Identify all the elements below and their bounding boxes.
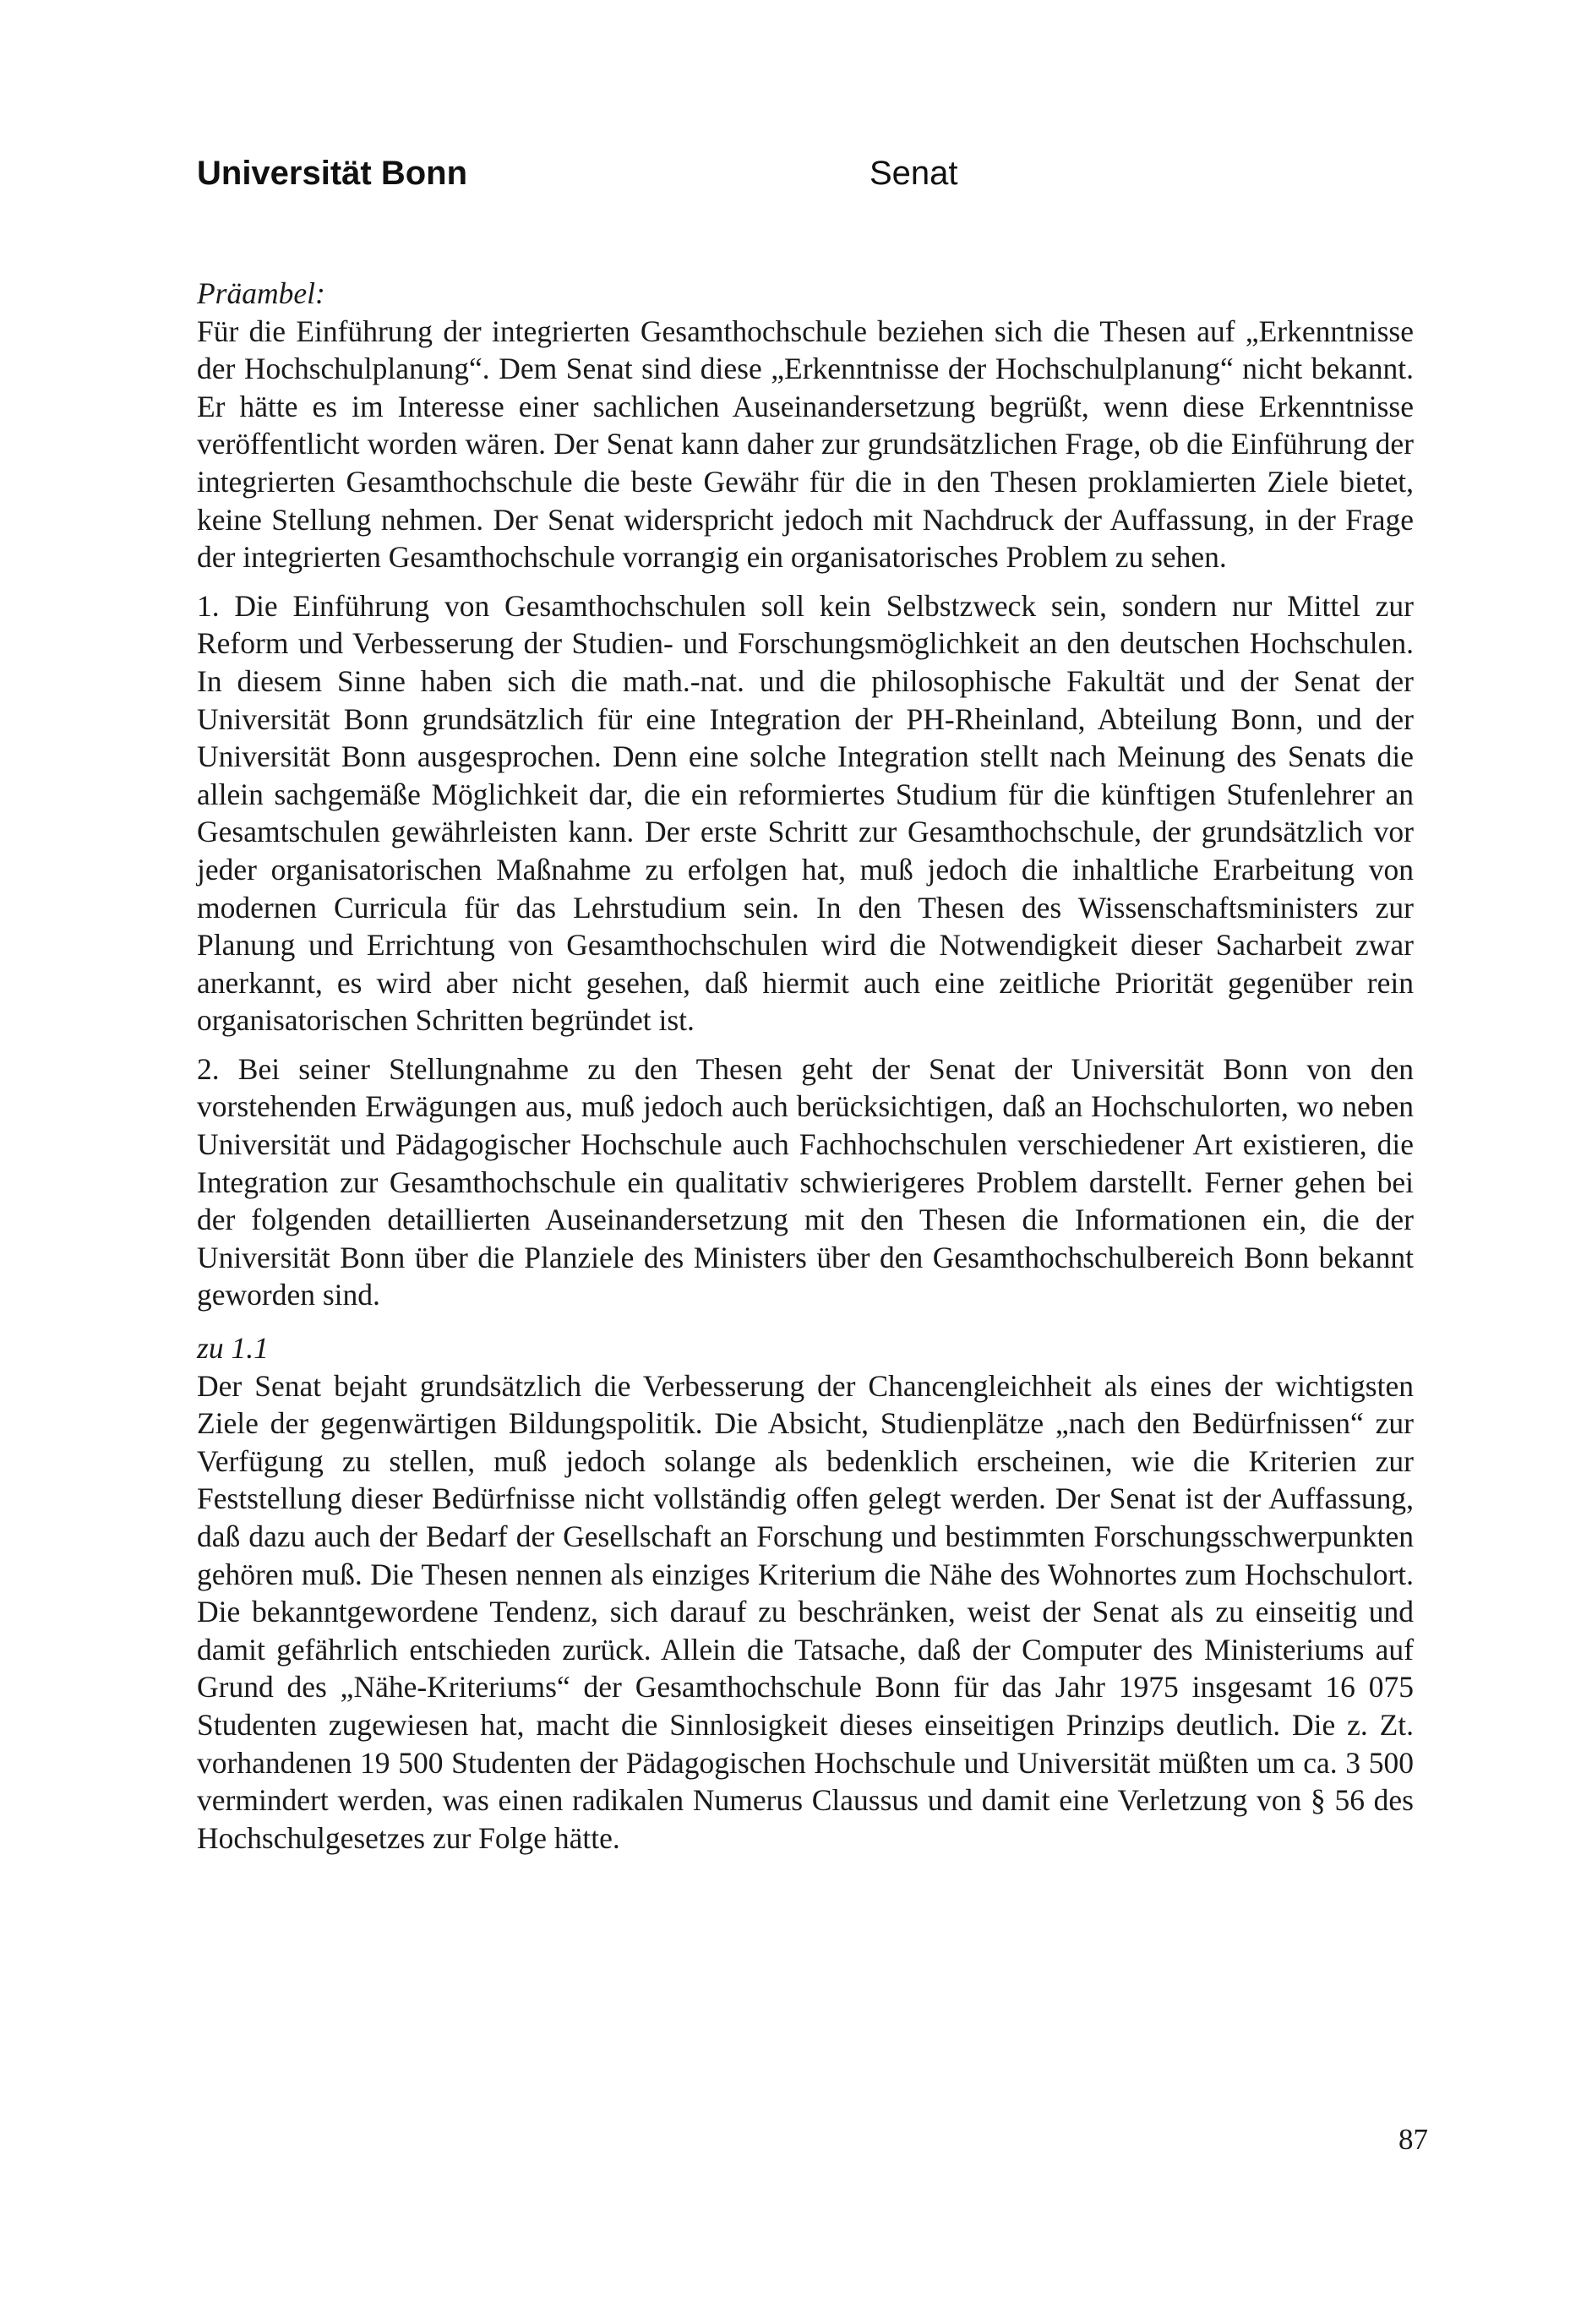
- point-2-paragraph: 2. Bei seiner Stellungnahme zu den Thesen geht der Senat der Universität Bonn von den vorstehenden Erwägungen aus, muß jedoch auch berücksichtigen, daß an Hochschulorten, wo neben Universität und Pädagogischer Hochschule auch Fachhochschulen verschiedener Art existieren, die Integration zur Gesamthochschule ein qualitativ schwierigeres Problem darstellt. Ferner gehen bei der folgenden detaillierten Auseinandersetzung mit den Thesen die Informationen ein, die der Universität Bonn über die Planziele des Ministers über den Gesamthochschulbereich Bonn bekannt geworden sind.: [197, 1051, 1414, 1312]
- point-1-paragraph: 1. Die Einführung von Gesamthochschulen soll kein Selbstzweck sein, sondern nur Mittel zur Reform und Verbesserung der Studien- und Forschungsmöglichkeit an den deutschen Hochschulen. In diesem Sinne haben sich die math.-nat. und die philosophische Fakultät und der Senat der Universität Bonn grundsätzlich für eine Integration der PH-Rheinland, Abteilung Bonn, und der Universität Bonn ausgesprochen. Denn eine solche Integration stellt nach Meinung des Senats die allein sachgemäße Möglichkeit dar, die ein reformiertes Studium für die künftigen Stufenlehrer an Gesamtschulen gewährleisten kann. Der erste Schritt zur Gesamthochschule, der grundsätzlich vor jeder organisatorischen Maßnahme zu erfolgen hat, muß jedoch die inhaltliche Erarbeitung von modernen Curricula für das Lehrstudium sein. In den Thesen des Wissenschaftsministers zur Planung und Errichtung von Gesamthochschulen wird die Notwendigkeit dieser Sacharbeit zwar anerkannt, es wird aber nicht gesehen, daß hiermit auch eine zeitliche Priorität gegenüber rein organisatorischen Schritten begründet ist.: [197, 588, 1414, 1038]
- zu-1-1-paragraph: Der Senat bejaht grundsätzlich die Verbesserung der Chancengleichheit als eines der wichtigsten Ziele der gegenwärtigen Bildungspolitik. Die Absicht, Studienplätze „nach den Bedürfnissen“ zur Verfügung zu stellen, muß jedoch solange als bedenklich erscheinen, wie die Kriterien zur Feststellung dieser Bedürfnisse nicht vollständig offen gelegt werden. Der Senat ist der Auffassung, daß dazu auch der Bedarf der Gesellschaft an Forschung und bestimmten Forschungsschwerpunkten gehören muß. Die Thesen nennen als einziges Kriterium die Nähe des Wohnortes zum Hochschulort. Die bekanntgewordene Tendenz, sich darauf zu beschränken, weist der Senat als zu einseitig und damit gefährlich entschieden zurück. Allein die Tatsache, daß der Computer des Ministeriums auf Grund des „Nähe-Kriteriums“ der Gesamthochschule Bonn für das Jahr 1975 insgesamt 16 075 Studenten zugewiesen hat, macht die Sinnlosigkeit dieses einseitigen Prinzips deutlich. Die z. Zt. vorhandenen 19 500 Studenten der Pädagogischen Hochschule und Universität müßten um ca. 3 500 vermindert werden, was einen radikalen Numerus Claussus und damit eine Verletzung von § 56 des Hochschulgesetzes zur Folge hätte.: [197, 1368, 1414, 1855]
- preamble-paragraph: Für die Einführung der integrierten Gesamthochschule beziehen sich die Thesen auf „Erkenntnisse der Hochschulplanung“. Dem Senat sind diese „Erkenntnisse der Hochschulplanung“ nicht bekannt. Er hätte es im Interesse einer sachlichen Auseinandersetzung begrüßt, wenn diese Erkenntnisse veröffentlicht worden wären. Der Senat kann daher zur grundsätzlichen Frage, ob die Einführung der integrierten Gesamthochschule die beste Gewähr für die in den Thesen proklamierten Ziele bietet, keine Stellung nehmen. Der Senat widerspricht jedoch mit Nachdruck der Auffassung, in der Frage der integrierten Gesamthochschule vorrangig ein organisatorisches Problem zu sehen.: [197, 314, 1414, 575]
- page-number: 87: [1398, 2123, 1428, 2156]
- zu-1-1-heading: zu 1.1: [197, 1331, 269, 1366]
- preamble-heading: Präambel:: [197, 276, 325, 310]
- running-header: [197, 155, 1414, 197]
- header-institution: Universität Bonn: [197, 155, 468, 192]
- body-text: [197, 275, 1414, 1868]
- header-body: Senat: [870, 155, 958, 192]
